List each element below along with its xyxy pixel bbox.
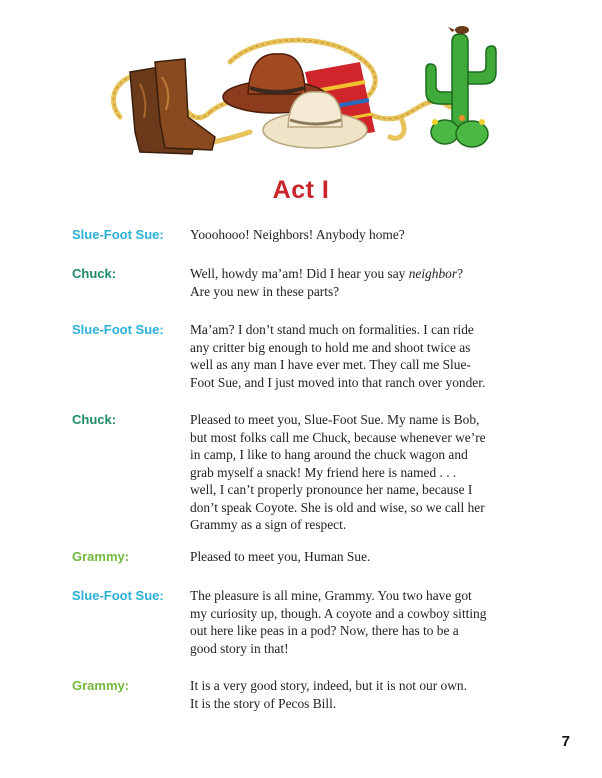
western-illustration xyxy=(100,22,500,172)
speech-line: good story in that! xyxy=(190,640,289,656)
speech-line: but most folks call me Chuck, because whenever we’re xyxy=(190,429,486,445)
speech-text xyxy=(190,548,540,566)
speech-line: well, I can’t properly pronounce her name, because I xyxy=(190,482,473,497)
speech-line: Grammy as a sign of respect. xyxy=(190,517,347,532)
speech-line: out here like peas in a pod? Now, there has to be a xyxy=(190,623,459,638)
speech-fragment: ? xyxy=(457,266,464,281)
speech-line: Pleased to meet you, Human Sue. xyxy=(190,549,371,564)
speaker-grammy: Grammy: xyxy=(72,678,130,693)
speaker-slue-foot-sue: Slue-Foot Sue: xyxy=(72,588,164,603)
speech-text xyxy=(190,265,540,300)
speech-line xyxy=(190,265,540,283)
bird-icon xyxy=(448,26,469,34)
speech-line: Yooohooo! Neighbors! Anybody home? xyxy=(190,227,405,242)
speech-text xyxy=(190,226,540,244)
speech-line: Ma’am? I don’t stand much on formalities. I can ride xyxy=(190,322,474,337)
speech-fragment: Well, howdy ma’am! Did I hear you say xyxy=(190,266,409,281)
speech-line: It is a very good story, indeed, but it is not our own. xyxy=(190,678,467,693)
speech-line: well as any man I have ever met. They call me Slue- xyxy=(190,357,471,372)
cactus-icon xyxy=(426,34,496,147)
speech-line: grab myself a snack! My friend here is named . . . xyxy=(190,464,457,480)
speaker-slue-foot-sue: Slue-Foot Sue: xyxy=(72,227,164,242)
act-title: Act I xyxy=(272,176,330,204)
speech-line: in camp, I like to hang around the chuck wagon and xyxy=(190,447,468,462)
speaker-grammy: Grammy: xyxy=(72,549,130,564)
speech-line: It is the story of Pecos Bill. xyxy=(190,695,337,711)
speech-text xyxy=(190,677,540,712)
speech-text xyxy=(190,411,540,534)
page-number: 7 xyxy=(561,733,570,750)
speech-line: my curiosity up, though. A coyote and a cowboy sitting xyxy=(190,605,487,621)
speaker-chuck: Chuck: xyxy=(72,266,117,281)
speech-text xyxy=(190,321,540,391)
speech-line: Foot Sue, and I just moved into that ranch over yonder. xyxy=(190,374,486,390)
speech-text xyxy=(190,587,540,657)
cowboy-boots-icon xyxy=(130,59,215,154)
emphasized-word: neighbor xyxy=(408,266,458,281)
speaker-slue-foot-sue: Slue-Foot Sue: xyxy=(72,322,164,337)
speaker-chuck: Chuck: xyxy=(72,412,117,427)
speech-line: any critter big enough to hold me and shoot twice as xyxy=(190,339,471,355)
speech-line: Pleased to meet you, Slue-Foot Sue. My name is Bob, xyxy=(190,412,480,427)
speech-line: Are you new in these parts? xyxy=(190,283,340,299)
speech-line: don’t speak Coyote. She is old and wise, so we call her xyxy=(190,499,485,515)
speech-line: The pleasure is all mine, Grammy. You two have got xyxy=(190,588,472,603)
